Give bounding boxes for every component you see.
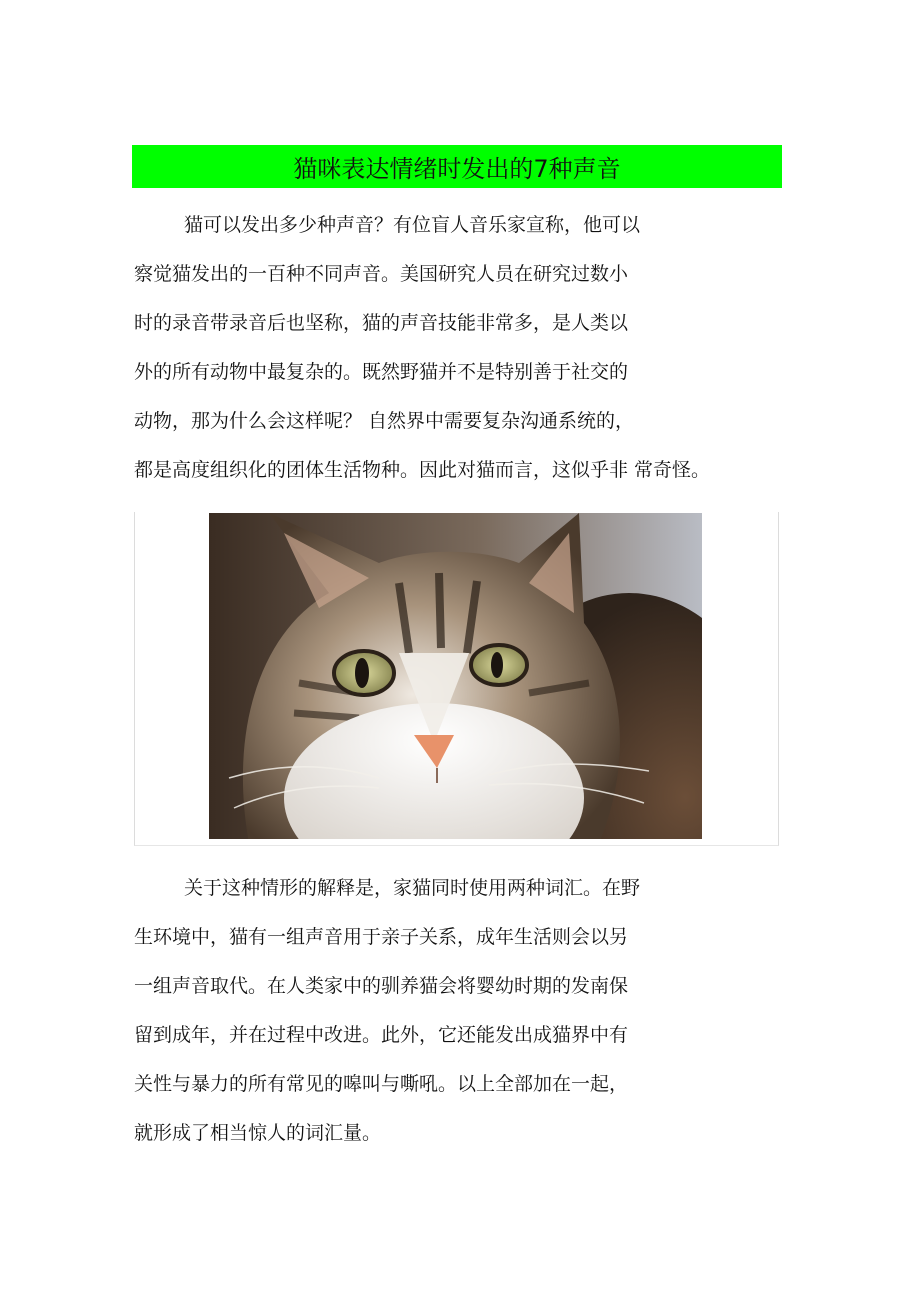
paragraph-line: 关于这种情形的解释是，家猫同时使用两种词汇。在野 — [184, 877, 641, 899]
paragraph-line: 时的录音带录音后也坚称，猫的声音技能非常多，是人类以 — [134, 312, 629, 334]
paragraph-1 — [134, 201, 784, 495]
paragraph-line: 关性与暴力的所有常见的嗥叫与嘶吼。以上全部加在一起， — [134, 1073, 629, 1095]
paragraph-line: 留到成年，并在过程中改进。此外，它还能发出成猫界中有 — [134, 1024, 629, 1046]
paragraph-line: 都是高度组织化的团体生活物种。因此对猫而言，这似乎非 常奇怪。 — [134, 459, 711, 481]
paragraph-2 — [134, 864, 784, 1158]
paragraph-line: 猫可以发出多少种声音？有位盲人音乐家宣称，他可以 — [184, 214, 641, 236]
paragraph-line: 生环境中，猫有一组声音用于亲子关系，成年生活则会以另 — [134, 926, 629, 948]
page-title — [132, 145, 782, 188]
paragraph-line: 外的所有动物中最复杂的。既然野猫并不是特别善于社交的 — [134, 361, 629, 383]
cat-photo — [209, 513, 702, 839]
page-title-text: 猫咪表达情绪时发出的7种声音 — [293, 155, 621, 183]
paragraph-line: 动物，那为什么会这样呢？ 自然界中需要复杂沟通系统的， — [134, 410, 635, 432]
paragraph-line: 就形成了相当惊人的词汇量。 — [134, 1122, 382, 1144]
paragraph-line: 察觉猫发出的一百种不同声音。美国研究人员在研究过数小 — [134, 263, 629, 285]
paragraph-line: 一组声音取代。在人类家中的驯养猫会将婴幼时期的发南保 — [134, 975, 629, 997]
cat-illustration — [209, 513, 702, 839]
